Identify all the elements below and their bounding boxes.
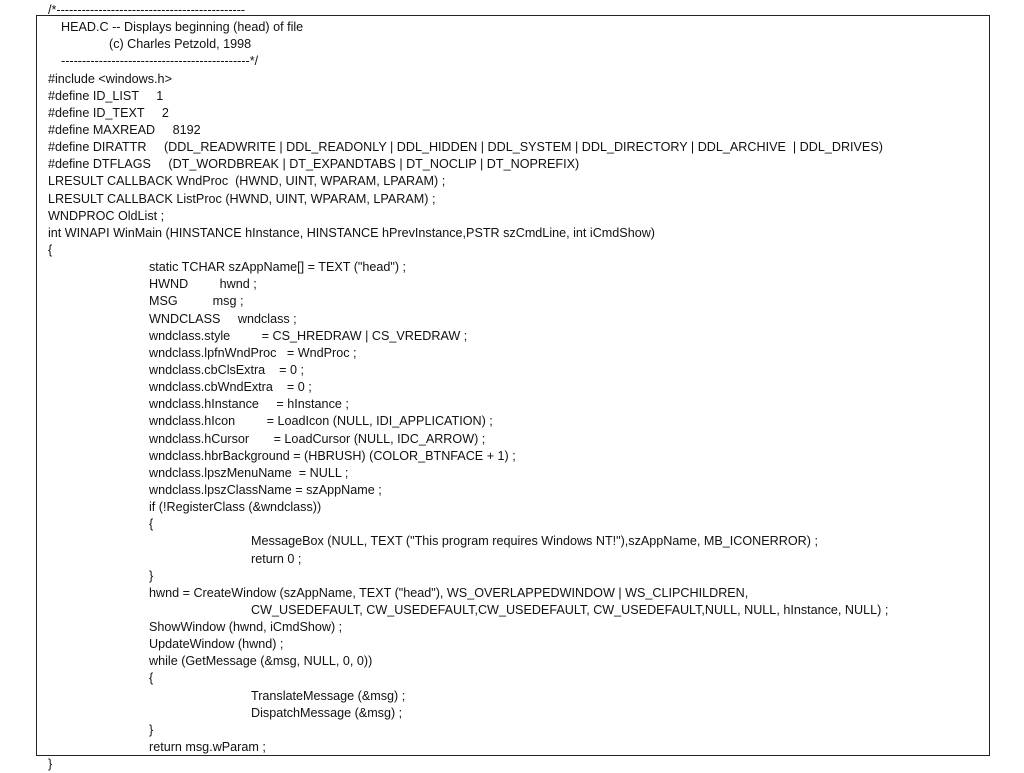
code-line: WNDCLASS wndclass ; [149,311,297,326]
code-line: wndclass.lpszMenuName = NULL ; [149,465,349,480]
code-line: { [149,517,154,532]
code-line: #include <windows.h> [48,71,172,86]
code-line: CW_USEDEFAULT, CW_USEDEFAULT,CW_USEDEFAULT, CW_USEDEFAULT,NULL, NULL, hInstance, NULL) ; [251,602,889,617]
code-line: #define ID_TEXT 2 [48,105,169,120]
code-line: wndclass.cbWndExtra = 0 ; [149,380,312,395]
code-line: WNDPROC OldList ; [48,208,165,223]
code-line: HWND hwnd ; [149,277,257,292]
code-line: wndclass.hbrBackground = (HBRUSH) (COLOR_BTNFACE + 1) ; [149,448,516,463]
code-line: { [48,242,53,257]
code-line: HEAD.C -- Displays beginning (head) of file [61,20,304,35]
code-line: #define DTFLAGS (DT_WORDBREAK | DT_EXPANDTABS | DT_NOCLIP | DT_NOPREFIX) [48,157,580,172]
code-line: wndclass.cbClsExtra = 0 ; [149,362,305,377]
code-line: ---------------------------------------------*/ [61,54,259,69]
code-line: wndclass.hInstance = hInstance ; [149,397,349,412]
code-line: #define MAXREAD 8192 [48,122,201,137]
code-line: LRESULT CALLBACK WndProc (HWND, UINT, WPARAM, LPARAM) ; [48,174,446,189]
code-line: wndclass.hCursor = LoadCursor (NULL, IDC_ARROW) ; [149,431,486,446]
code-line: TranslateMessage (&msg) ; [251,688,406,703]
code-line: hwnd = CreateWindow (szAppName, TEXT ("head"), WS_OVERLAPPEDWINDOW | WS_CLIPCHILDREN, [149,585,749,600]
code-line: wndclass.hIcon = LoadIcon (NULL, IDI_APPLICATION) ; [149,414,493,429]
code-line: wndclass.lpszClassName = szAppName ; [149,482,382,497]
code-line: static TCHAR szAppName[] = TEXT ("head") ; [149,260,407,275]
code-line: if (!RegisterClass (&wndclass)) [149,500,322,515]
code-line: { [149,671,154,686]
code-line: UpdateWindow (hwnd) ; [149,637,284,652]
code-line: while (GetMessage (&msg, NULL, 0, 0)) [149,654,373,669]
code-line: ShowWindow (hwnd, iCmdShow) ; [149,620,343,635]
code-line: #define DIRATTR (DDL_READWRITE | DDL_READONLY | DDL_HIDDEN | DDL_SYSTEM | DDL_DIRECTORY | DDL_ARCHIVE | DDL_DRIVES) [48,140,883,155]
code-line: return msg.wParam ; [149,740,266,755]
code-line: return 0 ; [251,551,302,566]
code-line: int WINAPI WinMain (HINSTANCE hInstance, HINSTANCE hPrevInstance,PSTR szCmdLine, int iCmdShow) [48,225,656,240]
code-line: (c) Charles Petzold, 1998 [109,37,252,52]
code-line: } [48,757,53,772]
code-listing [0,2,1024,773]
code-line: /*--------------------------------------------- [48,3,246,17]
code-line: LRESULT CALLBACK ListProc (HWND, UINT, WPARAM, LPARAM) ; [48,191,436,206]
code-line: wndclass.style = CS_HREDRAW | CS_VREDRAW ; [149,328,468,343]
code-line: MessageBox (NULL, TEXT ("This program requires Windows NT!"),szAppName, MB_ICONERROR) ; [251,534,818,549]
code-line: } [149,722,154,737]
code-line: DispatchMessage (&msg) ; [251,705,403,720]
code-line: MSG msg ; [149,294,244,309]
code-line: wndclass.lpfnWndProc = WndProc ; [149,345,357,360]
code-line: #define ID_LIST 1 [48,88,164,103]
code-line: } [149,568,154,583]
